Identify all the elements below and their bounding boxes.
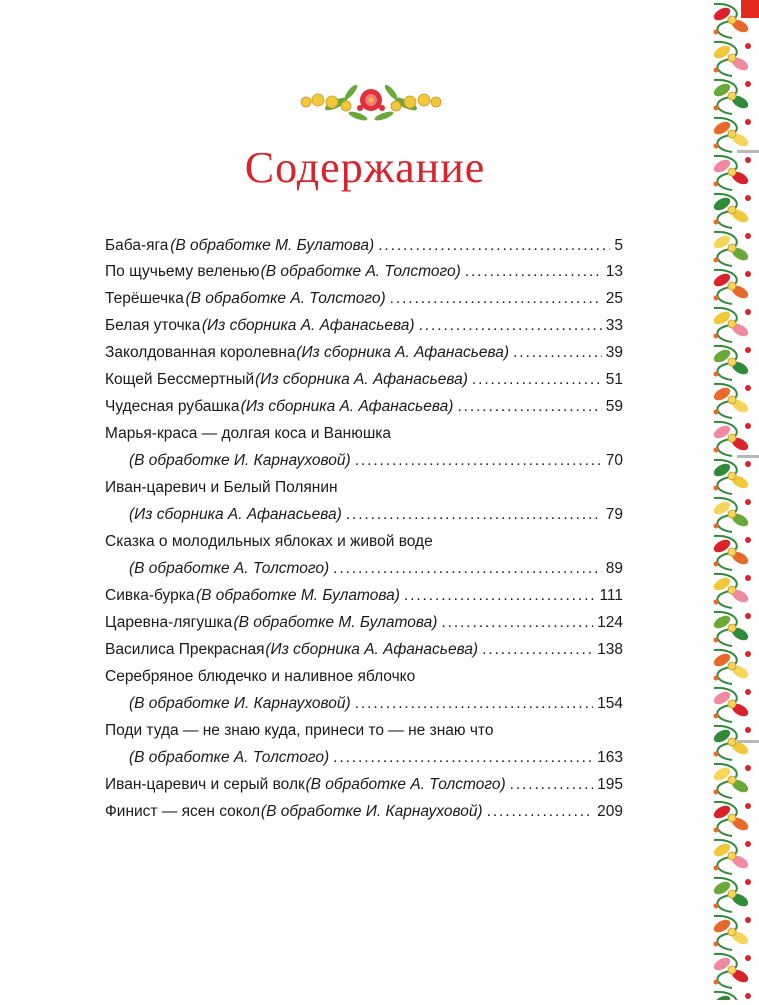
- border-flourish: [745, 271, 751, 277]
- border-flourish: [728, 852, 736, 860]
- toc-entry-page: 39: [605, 344, 623, 361]
- toc-entry-page: 89: [605, 560, 623, 577]
- toc-leader-dots: [513, 339, 602, 366]
- toc-entry-author: (В обработке А. Толстого): [129, 560, 330, 577]
- toc-entry-page: 154: [597, 695, 623, 712]
- toc-entry[interactable]: [105, 312, 623, 339]
- border-flourish: [714, 144, 719, 149]
- border-flourish: [745, 309, 751, 315]
- toc-entry-title: Серебряное блюдечко и наливное яблочко: [105, 668, 416, 685]
- toc-leader-dots: [333, 744, 593, 771]
- toc-entry[interactable]: [105, 258, 623, 285]
- toc-leader-dots: [419, 312, 602, 339]
- toc-entry[interactable]: [105, 232, 623, 258]
- border-flourish: [745, 537, 751, 543]
- border-flourish: [745, 157, 751, 163]
- border-flourish: [728, 320, 736, 328]
- border-flourish: [745, 613, 751, 619]
- toc-entry-author: (Из сборника А. Афанасьева): [201, 317, 415, 334]
- toc-entry-author: (В обработке И. Карнауховой): [260, 803, 483, 820]
- border-flourish: [745, 841, 751, 847]
- toc-entry-page: 33: [605, 317, 623, 334]
- border-flourish: [728, 206, 736, 214]
- toc-entry-title: По щучьему веленью: [105, 263, 260, 280]
- page-tab: [737, 740, 759, 743]
- toc-entry-title: Заколдованная королевна: [105, 344, 296, 361]
- toc-entry-author: (Из сборника А. Афанасьева): [265, 641, 479, 658]
- toc-entry[interactable]: [105, 285, 623, 312]
- toc-leader-dots: [472, 366, 602, 393]
- border-flourish: [745, 651, 751, 657]
- toc-entry-author: (Из сборника А. Афанасьева): [296, 344, 510, 361]
- border-flourish: [728, 624, 736, 632]
- border-flourish: [714, 942, 719, 947]
- toc-entry-title: Кощей Бессмертный: [105, 371, 255, 388]
- toc-leader-dots: [510, 771, 594, 798]
- toc-entry-page: 195: [597, 776, 623, 793]
- border-flourish: [714, 410, 719, 415]
- toc-entry[interactable]: [105, 609, 623, 636]
- toc-entry-author: (В обработке М. Булатова): [195, 587, 400, 604]
- border-flourish: [745, 119, 751, 125]
- border-flourish: [745, 727, 751, 733]
- toc-entry-page: 13: [605, 263, 623, 280]
- border-flourish: [728, 54, 736, 62]
- border-flourish: [745, 993, 751, 999]
- toc-entry-title: Василиса Прекрасная: [105, 641, 265, 658]
- toc-entry-page: 209: [597, 803, 623, 820]
- toc-leader-dots: [355, 447, 602, 474]
- border-flourish: [728, 662, 736, 670]
- border-flourish: [714, 866, 719, 871]
- border-flourish: [728, 92, 736, 100]
- toc-entry-page: 25: [605, 290, 623, 307]
- border-flourish: [714, 220, 719, 225]
- border-flourish: [745, 195, 751, 201]
- decorative-border: [706, 0, 759, 1000]
- border-flourish: [714, 106, 719, 111]
- border-flourish: [714, 790, 719, 795]
- border-flourish: [714, 980, 719, 985]
- toc-entry-title: Белая уточка: [105, 317, 201, 334]
- toc-entry-author: (Из сборника А. Афанасьева): [255, 371, 468, 388]
- toc-entry-title: Терёшечка: [105, 290, 184, 307]
- border-flourish: [728, 548, 736, 556]
- table-of-contents: [105, 232, 623, 825]
- border-flourish: [714, 182, 719, 187]
- toc-entry[interactable]: [105, 717, 623, 771]
- border-flourish: [728, 510, 736, 518]
- border-flourish: [714, 752, 719, 757]
- border-flourish: [728, 396, 736, 404]
- toc-entry-author: (В обработке М. Булатова): [170, 237, 375, 254]
- border-flourish: [728, 738, 736, 746]
- toc-leader-dots: [355, 690, 593, 717]
- toc-entry-title: Финист — ясен сокол: [105, 803, 261, 820]
- border-flourish: [714, 600, 719, 605]
- border-flourish: [745, 81, 751, 87]
- toc-entry-page: 163: [597, 749, 623, 766]
- toc-entry-author: (В обработке М. Булатова): [233, 614, 438, 631]
- page-tab: [737, 150, 759, 153]
- border-flourish: [714, 448, 719, 453]
- border-flourish: [728, 168, 736, 176]
- toc-entry-author: (В обработке А. Толстого): [260, 263, 461, 280]
- border-flourish: [728, 586, 736, 594]
- border-flourish: [728, 244, 736, 252]
- border-flourish: [728, 358, 736, 366]
- border-flourish: [728, 700, 736, 708]
- toc-leader-dots: [346, 501, 602, 528]
- border-flourish: [745, 347, 751, 353]
- toc-entry-page: 124: [597, 614, 623, 631]
- border-flourish: [745, 803, 751, 809]
- toc-entry[interactable]: [105, 474, 623, 528]
- toc-entry-page: 79: [605, 506, 623, 523]
- toc-entry-title: Чудесная рубашка: [105, 398, 240, 415]
- border-flourish: [745, 917, 751, 923]
- border-flourish: [714, 486, 719, 491]
- toc-leader-dots: [482, 636, 593, 663]
- toc-entry-page: 111: [599, 587, 623, 604]
- toc-leader-dots: [457, 393, 601, 420]
- toc-entry-title: Иван-царевич и серый волк: [105, 776, 305, 793]
- toc-leader-dots: [487, 798, 594, 825]
- toc-entry[interactable]: [105, 771, 623, 798]
- border-flourish: [745, 499, 751, 505]
- border-flourish: [745, 765, 751, 771]
- border-flourish: [745, 385, 751, 391]
- border-flourish: [714, 68, 719, 73]
- page-title: Содержание: [244, 143, 486, 192]
- toc-leader-dots: [333, 555, 602, 582]
- toc-entry-author: (Из сборника А. Афанасьева): [240, 398, 454, 415]
- border-flourish: [745, 955, 751, 961]
- border-flourish: [714, 334, 719, 339]
- border-flourish: [728, 130, 736, 138]
- toc-entry-page: 59: [605, 398, 623, 415]
- border-flourish: [745, 43, 751, 49]
- toc-entry-title: Сивка-бурка: [105, 587, 195, 604]
- toc-leader-dots: [390, 285, 602, 312]
- toc-entry-author: (В обработке А. Толстого): [305, 776, 506, 793]
- toc-entry[interactable]: [105, 798, 623, 825]
- border-flourish: [728, 434, 736, 442]
- toc-entry-title: Сказка о молодильных яблоках и живой воде: [105, 533, 433, 550]
- border-flourish: [714, 30, 719, 35]
- border-flourish: [745, 879, 751, 885]
- border-flourish: [714, 638, 719, 643]
- toc-entry-author: (Из сборника А. Афанасьева): [129, 506, 342, 523]
- border-flourish: [714, 904, 719, 909]
- border-flourish: [745, 461, 751, 467]
- border-flourish: [745, 233, 751, 239]
- toc-entry[interactable]: [105, 636, 623, 663]
- toc-entry[interactable]: [105, 339, 623, 366]
- toc-entry-author: (В обработке А. Толстого): [185, 290, 386, 307]
- toc-entry[interactable]: [105, 528, 623, 582]
- toc-entry[interactable]: [105, 393, 623, 420]
- border-flourish: [745, 575, 751, 581]
- toc-entry[interactable]: [105, 663, 623, 717]
- toc-entry-page: 138: [597, 641, 623, 658]
- toc-entry-title: Царевна-лягушка: [105, 614, 233, 631]
- border-flourish: [714, 676, 719, 681]
- toc-entry-title: Поди туда — не знаю куда, принеси то — не знаю что: [105, 722, 494, 739]
- border-flourish: [728, 472, 736, 480]
- floral-ornament-icon: [296, 78, 446, 124]
- toc-entry[interactable]: [105, 366, 623, 393]
- toc-entry[interactable]: [105, 420, 623, 474]
- border-flourish: [714, 562, 719, 567]
- border-flourish: [714, 714, 719, 719]
- toc-entry-author: (В обработке И. Карнауховой): [129, 695, 351, 712]
- page-tab: [737, 455, 759, 458]
- border-flourish: [714, 828, 719, 833]
- toc-entry-title: Баба-яга: [105, 237, 169, 254]
- border-flourish: [745, 689, 751, 695]
- toc-entry-page: 5: [614, 237, 623, 254]
- border-flourish: [728, 966, 736, 974]
- toc-entry-title: Марья-краса — долгая коса и Ванюшка: [105, 425, 392, 442]
- border-flourish: [714, 258, 719, 263]
- toc-entry-author: (В обработке А. Толстого): [129, 749, 330, 766]
- border-flourish: [745, 423, 751, 429]
- toc-entry[interactable]: [105, 582, 623, 609]
- toc-entry-author: (В обработке И. Карнауховой): [129, 452, 351, 469]
- border-flourish: [728, 282, 736, 290]
- border-flourish: [714, 372, 719, 377]
- border-flourish: [728, 890, 736, 898]
- toc-entry-title: Иван-царевич и Белый Полянин: [105, 479, 338, 496]
- border-flourish: [728, 776, 736, 784]
- border-flourish: [714, 524, 719, 529]
- toc-leader-dots: [404, 582, 596, 609]
- toc-entry-page: 70: [605, 452, 623, 469]
- border-flourish: [728, 928, 736, 936]
- toc-leader-dots: [378, 232, 610, 259]
- toc-leader-dots: [441, 609, 593, 636]
- border-flourish: [728, 814, 736, 822]
- corner-tab: [741, 0, 759, 18]
- toc-leader-dots: [465, 258, 602, 285]
- border-flourish: [714, 296, 719, 301]
- toc-entry-page: 51: [605, 371, 623, 388]
- border-flourish: [728, 16, 736, 24]
